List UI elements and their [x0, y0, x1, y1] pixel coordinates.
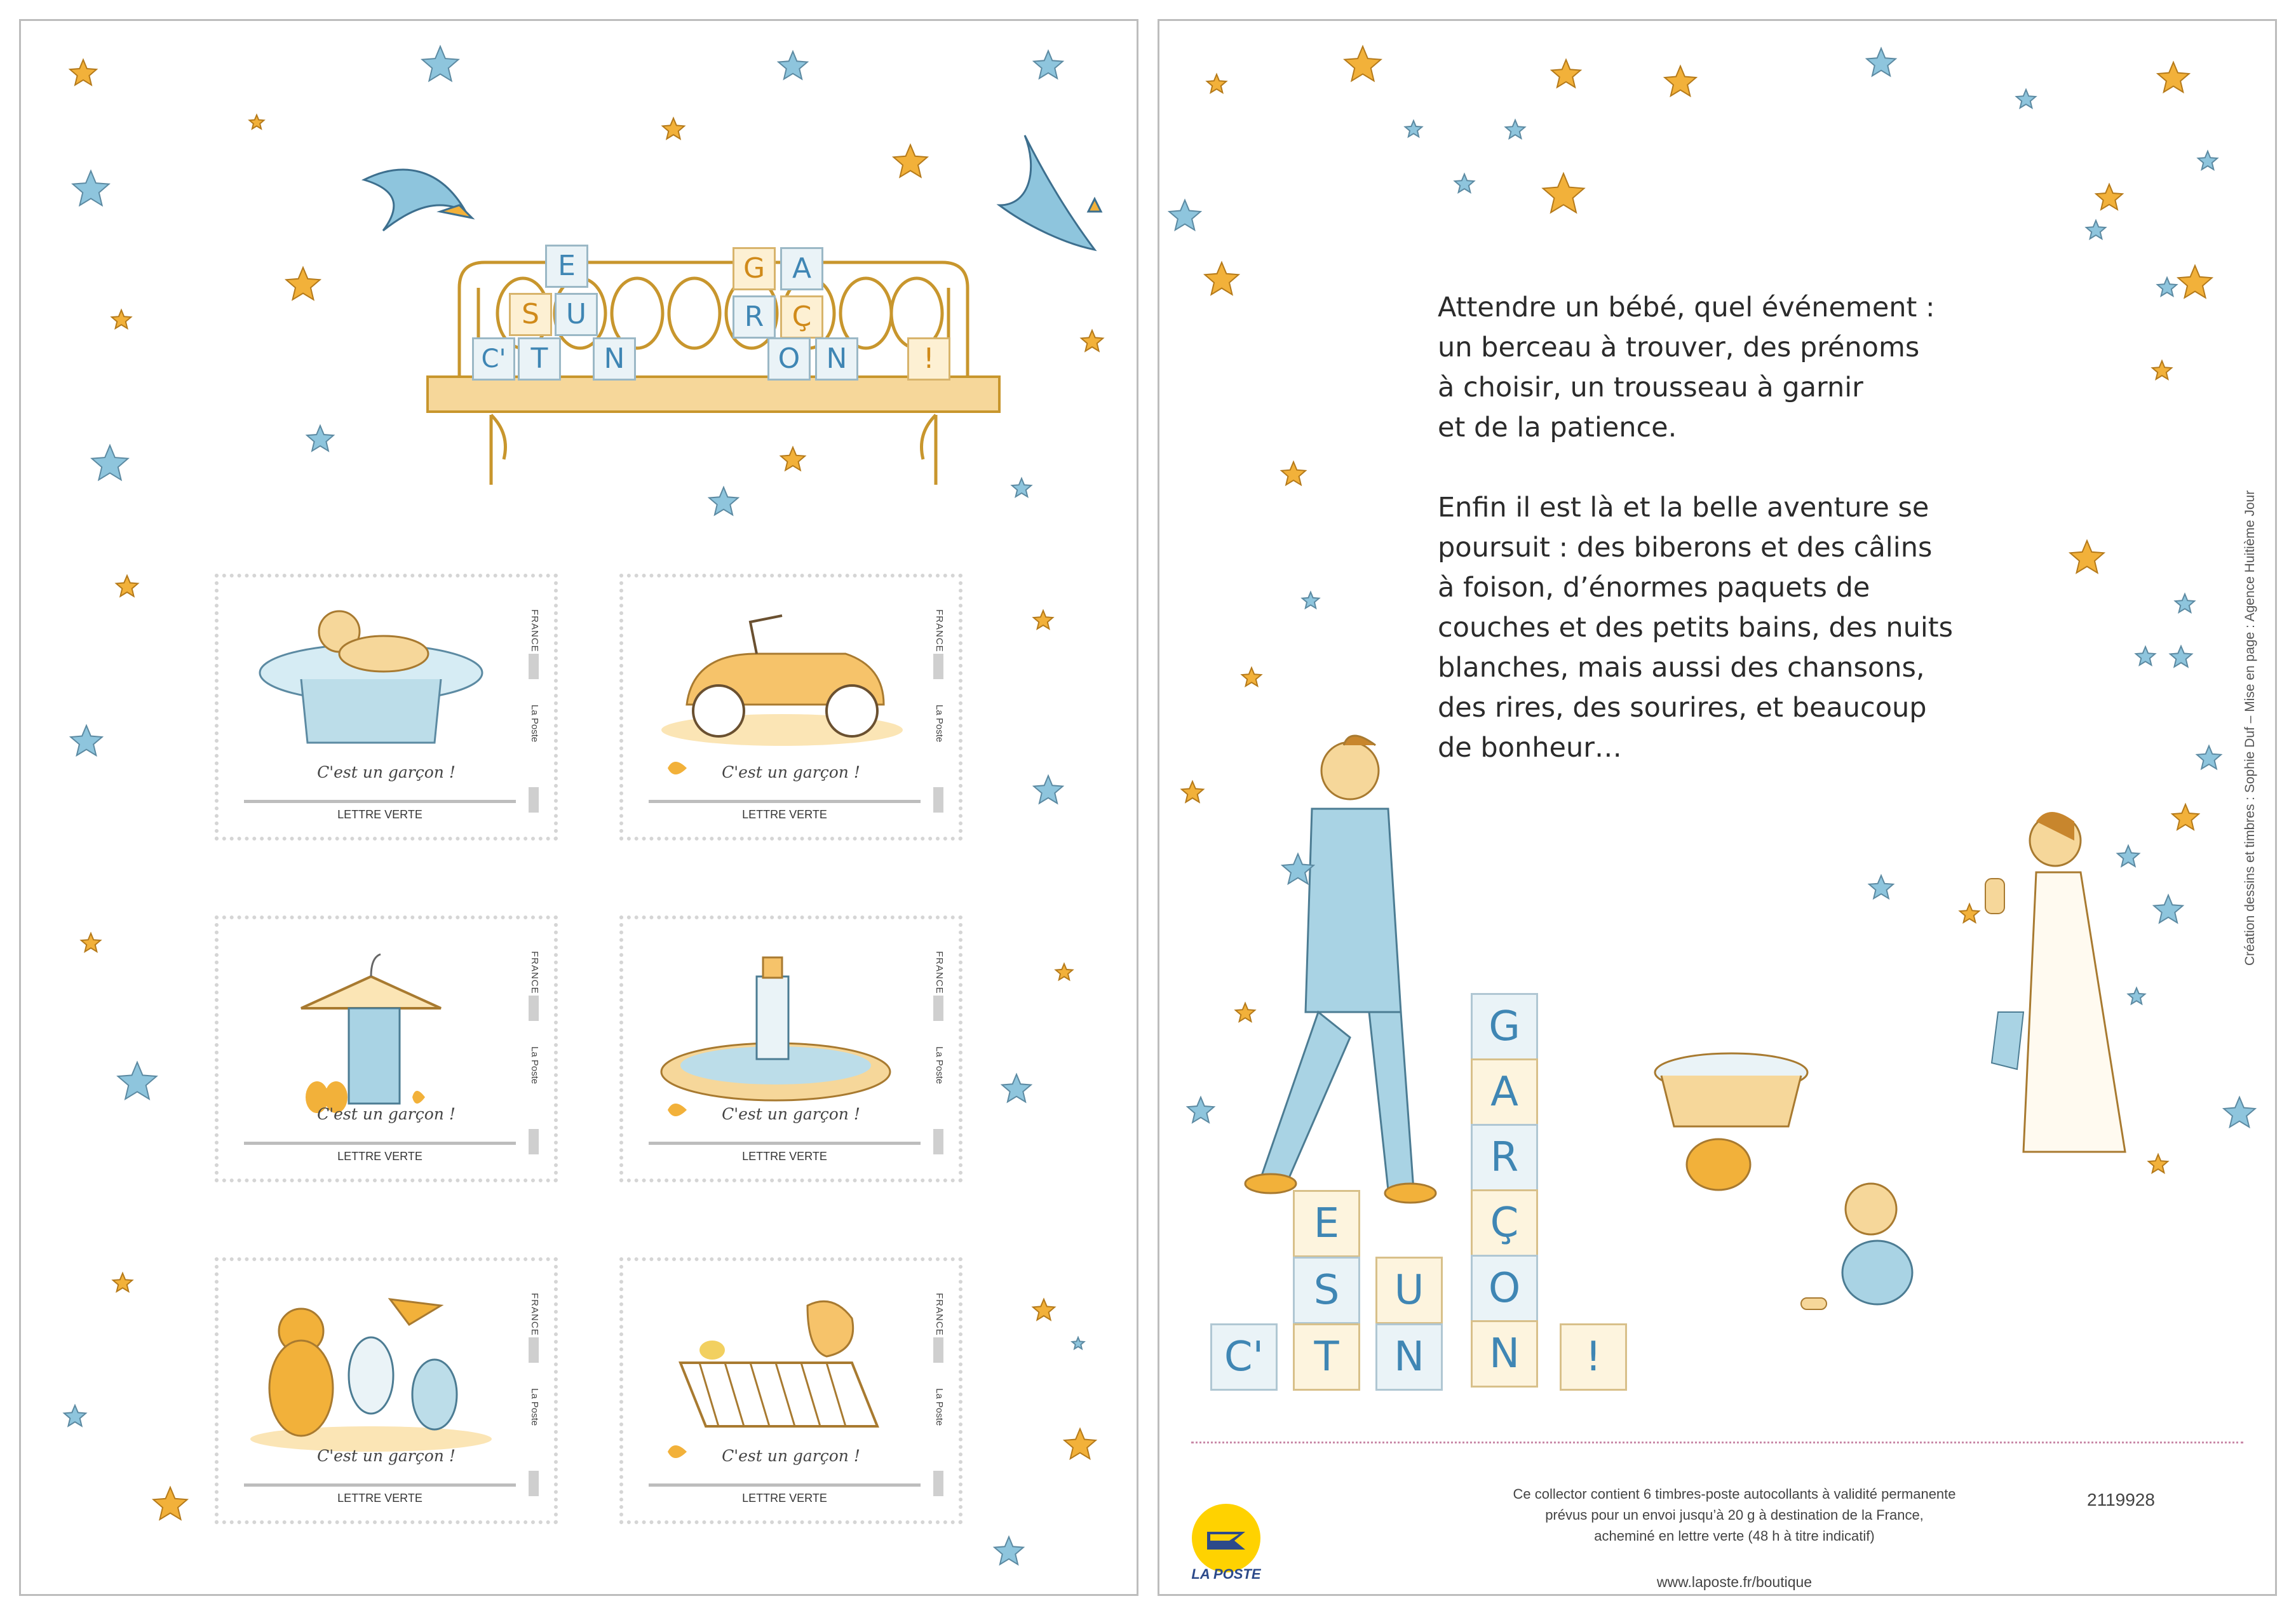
star-icon	[994, 1537, 1023, 1564]
letter-block: Ç	[780, 295, 823, 339]
star-icon	[663, 118, 684, 139]
stamp-postal: La Poste	[529, 705, 540, 743]
star-icon	[1455, 174, 1474, 193]
stamp-rate: LETTRE VERTE	[244, 800, 516, 821]
star-icon	[113, 1273, 132, 1292]
star-icon	[1002, 1074, 1031, 1102]
star-icon	[1064, 1429, 1095, 1459]
star-icon	[1205, 262, 1238, 295]
star-icon	[2158, 62, 2189, 92]
stamp-rate: LETTRE VERTE	[649, 1483, 921, 1505]
star-icon	[250, 115, 264, 129]
star-icon	[1182, 781, 1203, 802]
stamp-caption: C'est un garçon !	[317, 1447, 456, 1465]
star-icon	[92, 445, 128, 480]
star-icon	[2136, 647, 2155, 665]
stamp-postal: La Poste	[529, 1388, 540, 1426]
text-illustration-panel	[1158, 19, 2277, 1596]
star-icon	[2170, 646, 2192, 667]
star-icon	[422, 46, 459, 81]
star-icon	[1960, 904, 1979, 922]
star-icon	[2152, 361, 2171, 379]
star-icon	[1169, 200, 1200, 230]
text-line: blanches, mais aussi des chansons,	[1438, 652, 1925, 684]
star-icon	[778, 51, 807, 79]
star-icon	[1033, 1299, 1055, 1320]
star-icon	[2128, 988, 2145, 1004]
stamp-caption: C'est un garçon !	[722, 1447, 860, 1465]
stamp-postal: La Poste	[934, 705, 945, 743]
text-line: et de la patience.	[1438, 412, 1677, 443]
star-icon	[1012, 478, 1031, 497]
text-line: poursuit : des biberons et des câlins	[1438, 532, 1933, 564]
star-icon	[709, 487, 738, 515]
star-icon	[2154, 895, 2183, 922]
letter-block: O	[767, 337, 811, 381]
star-icon	[1242, 668, 1261, 686]
letter-block: A	[1471, 1058, 1538, 1126]
collector-line: acheminé en lettre verte (48 h à titre indicatif)	[1594, 1528, 1875, 1544]
letter-block: R	[733, 295, 776, 339]
star-icon	[1072, 1337, 1084, 1349]
credits-vertical: Création dessins et timbres : Sophie Duf – Mise en page : Agence Huitième Jour	[2243, 490, 2257, 966]
star-icon	[1034, 611, 1053, 629]
letter-block: N	[593, 337, 636, 381]
star-icon	[2149, 1154, 2168, 1173]
star-icon	[1665, 66, 1696, 96]
letter-block: S	[509, 293, 552, 336]
letter-block: O	[1471, 1255, 1538, 1322]
stamp-caption: C'est un garçon !	[317, 763, 456, 781]
stamp-rate: LETTRE VERTE	[649, 1142, 921, 1163]
letter-block: A	[780, 247, 823, 290]
star-icon	[1034, 776, 1063, 803]
stamp-country: FRANCE	[934, 609, 945, 652]
letter-block: G	[1471, 993, 1538, 1060]
text-line: à foison, d’énormes paquets de	[1438, 572, 1870, 604]
star-icon	[1506, 120, 1525, 139]
star-scatter	[1159, 21, 2279, 1598]
star-icon	[2158, 278, 2177, 296]
letter-block: C'	[472, 337, 515, 381]
star-icon	[1056, 964, 1073, 980]
text-line: de bonheur…	[1438, 732, 1622, 764]
star-icon	[1302, 592, 1320, 608]
letter-block: R	[1471, 1124, 1538, 1191]
collector-line: Ce collector contient 6 timbres-poste autocollants à validité permanente	[1513, 1486, 1956, 1502]
stamp-caption: C'est un garçon !	[722, 1105, 860, 1123]
letter-block: N	[1471, 1320, 1538, 1388]
letter-block: Ç	[1471, 1189, 1538, 1257]
collector-info	[1369, 1483, 2100, 1546]
star-icon	[1282, 854, 1313, 884]
text-line: couches et des petits bains, des nuits	[1438, 612, 1954, 644]
star-icon	[1543, 173, 1584, 213]
star-icon	[81, 933, 100, 952]
letter-block: U	[1375, 1257, 1443, 1324]
letter-block: U	[555, 293, 598, 336]
star-icon	[1281, 462, 1306, 485]
letter-block: !	[907, 337, 950, 381]
star-icon	[2224, 1097, 2255, 1127]
stamp-country: FRANCE	[934, 1293, 945, 1336]
stamp-rate: LETTRE VERTE	[649, 800, 921, 821]
star-icon	[307, 426, 334, 451]
stamp-country: FRANCE	[934, 951, 945, 994]
stamp-rate: LETTRE VERTE	[244, 1483, 516, 1505]
text-line: Enfin il est là et la belle aventure se	[1438, 492, 1929, 524]
letter-block: !	[1560, 1323, 1627, 1391]
star-icon	[71, 726, 102, 755]
letter-block: S	[1293, 1257, 1360, 1324]
star-icon	[1867, 48, 1896, 76]
star-icon	[1081, 330, 1103, 351]
star-icon	[2096, 184, 2123, 210]
boutique-link[interactable]: www.laposte.fr/boutique	[1656, 1574, 1813, 1590]
star-icon	[116, 576, 138, 597]
letter-block: N	[815, 337, 858, 381]
logo-label: LA POSTE	[1191, 1566, 1261, 1582]
stamp-country: FRANCE	[529, 951, 540, 994]
stamp-caption: C'est un garçon !	[722, 763, 860, 781]
stamp-rate: LETTRE VERTE	[244, 1142, 516, 1163]
star-icon	[2197, 746, 2221, 769]
star-icon	[153, 1487, 187, 1520]
star-icon	[2175, 594, 2194, 612]
star-icon	[1869, 875, 1893, 898]
star-icon	[2198, 151, 2217, 170]
star-icon	[1034, 51, 1063, 78]
star-icon	[64, 1405, 86, 1426]
star-icon	[893, 145, 927, 177]
star-icon	[2070, 541, 2104, 573]
star-icon	[1405, 121, 1422, 137]
star-icon	[2178, 266, 2212, 298]
letter-block: T	[518, 337, 561, 381]
star-icon	[112, 310, 131, 328]
text-line: à choisir, un trousseau à garnir	[1438, 372, 1863, 403]
text-line: un berceau à trouver, des prénoms	[1438, 332, 1920, 363]
star-icon	[1345, 46, 1381, 81]
footer-divider	[1191, 1442, 2243, 1443]
star-icon	[286, 267, 320, 300]
stamp-country: FRANCE	[529, 1293, 540, 1336]
star-icon	[2172, 804, 2199, 830]
star-icon	[2117, 846, 2139, 867]
letter-block: E	[1293, 1190, 1360, 1257]
star-icon	[118, 1062, 157, 1099]
letter-block: T	[1293, 1323, 1360, 1391]
star-icon	[1551, 60, 1581, 87]
stamp-postal: La Poste	[934, 1388, 945, 1426]
star-icon	[2016, 90, 2036, 108]
letter-block: C'	[1210, 1323, 1278, 1391]
stamp-postal: La Poste	[529, 1046, 540, 1084]
letter-block: N	[1375, 1323, 1443, 1391]
letter-block: E	[545, 245, 588, 288]
text-line: des rires, des sourires, et beaucoup	[1438, 692, 1927, 724]
stamp-postal: La Poste	[934, 1046, 945, 1084]
stamp-caption: C'est un garçon !	[317, 1105, 456, 1123]
star-icon	[1236, 1003, 1255, 1022]
star-scatter	[21, 21, 1140, 1598]
collector-line: prévus pour un envoi jusqu’à 20 g à destination de la France,	[1545, 1507, 1924, 1523]
star-icon	[2086, 220, 2105, 239]
star-icon	[70, 60, 97, 85]
stamp-country: FRANCE	[529, 609, 540, 652]
star-icon	[73, 171, 109, 205]
stamp-sheet-panel	[19, 19, 1138, 1596]
letter-block: G	[733, 247, 776, 290]
text-line: Attendre un bébé, quel événement :	[1438, 292, 1935, 323]
star-icon	[1187, 1097, 1214, 1123]
star-icon	[1207, 74, 1226, 93]
star-icon	[781, 447, 805, 470]
serial-number: 2119928	[2087, 1490, 2155, 1510]
